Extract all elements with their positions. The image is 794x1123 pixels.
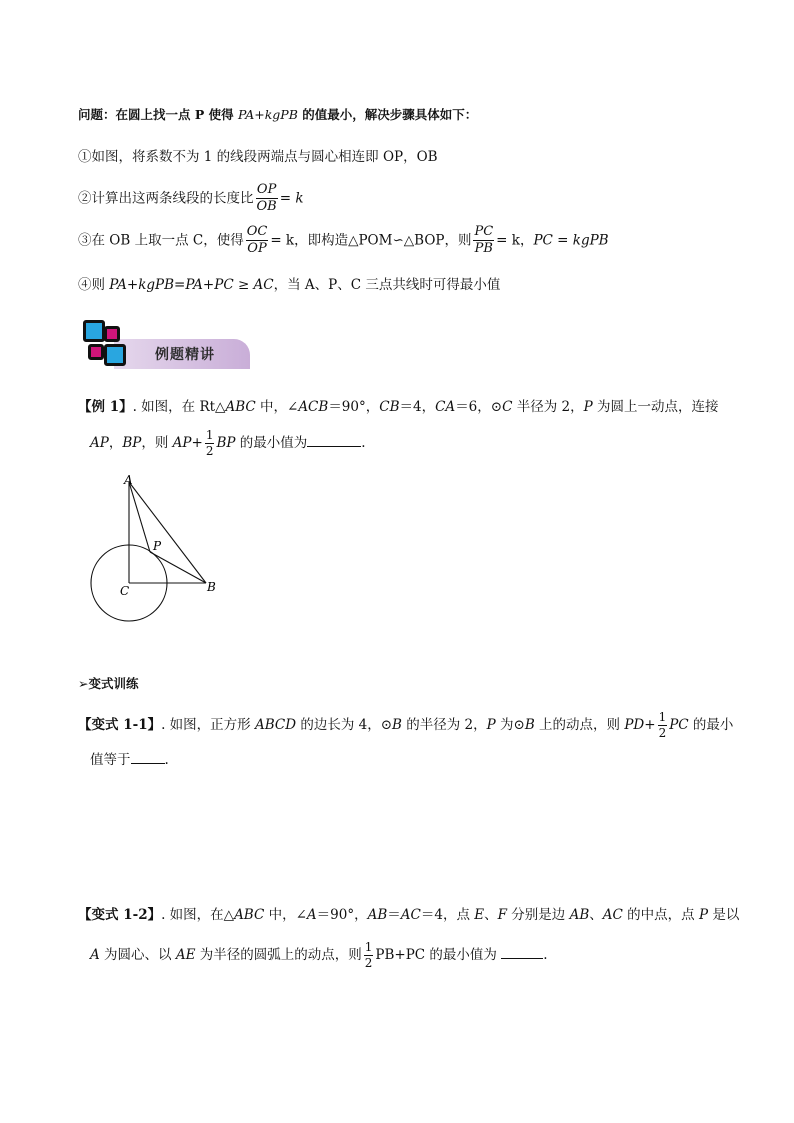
variant-1-2-line-1 (78, 909, 739, 923)
text: 的最小值为 (425, 947, 497, 964)
fraction-denominator: 2 (658, 726, 667, 741)
variant-1-1-line-1 (78, 711, 733, 740)
math: AC (602, 907, 623, 923)
text: ＝90°， (316, 907, 368, 923)
math: B (392, 717, 402, 734)
step-2-fraction (256, 183, 278, 215)
example-1-line-2 (90, 429, 366, 458)
variant-1-2-label: 【变式 1-2】 (78, 907, 162, 923)
math: CB (379, 399, 400, 415)
text: . 如图，在 Rt△ (132, 399, 226, 415)
math: ABC (225, 399, 256, 415)
segment-bp (150, 552, 206, 583)
math: AP (172, 435, 192, 452)
answer-blank[interactable] (501, 946, 543, 959)
variant-1-1-line-2 (90, 751, 169, 768)
step-3-expression: PC = kgPB (533, 232, 609, 249)
text: 、 (484, 907, 498, 923)
fraction-numerator: OP (256, 183, 278, 199)
segment-ap (129, 482, 150, 552)
math: B (524, 717, 535, 734)
text: ， (108, 435, 123, 452)
step-4 (78, 279, 500, 293)
text: 上的动点，则 (534, 717, 625, 734)
step-4-tail: ，当 A、P、C 三点共线时可得最小值 (273, 277, 501, 293)
math: AP (90, 435, 109, 452)
text: 是以 (708, 907, 740, 923)
text: . 如图，在△ (161, 907, 235, 923)
fraction-denominator: 2 (364, 956, 373, 971)
math: E (474, 907, 485, 923)
fraction-numerator: OC (246, 225, 269, 241)
blue-square-icon (83, 320, 105, 342)
text: + (644, 717, 656, 734)
text: 为半径的圆弧上的动点，则 (195, 947, 362, 964)
math: BP (122, 435, 142, 452)
text: 的最小值为 (235, 435, 308, 452)
banner-title: 例题精讲 (155, 347, 215, 363)
text: 为圆心、以 (99, 947, 176, 964)
step-3-eq: = k， (496, 232, 534, 249)
text: . (164, 752, 169, 768)
magenta-square-icon (88, 344, 104, 360)
math: AB (367, 907, 388, 923)
math: ABC (234, 907, 265, 923)
variant-1-2-fraction (364, 941, 374, 970)
fraction-numerator: 1 (205, 429, 215, 444)
text: 为⊙ (495, 717, 525, 734)
math: AE (175, 947, 196, 964)
fraction-numerator: PC (473, 225, 494, 241)
math: CA (435, 399, 456, 415)
step-2 (78, 183, 304, 215)
step-4-expression: PA+kgPB=PA+PC ≥ AC (109, 277, 274, 293)
text: . (543, 947, 548, 964)
fraction-denominator: OB (256, 199, 277, 215)
text: 、 (589, 907, 603, 923)
math: ACB (298, 399, 329, 415)
text: ＝4，点 (420, 907, 475, 923)
text: 为圆上一动点，连接 (592, 399, 719, 415)
text: ，则 (141, 435, 173, 452)
text: 值等于 (90, 752, 131, 768)
practice-heading: ➢变式训练 (78, 676, 139, 691)
text: 半径为 2， (512, 399, 584, 415)
text: PB+PC (375, 947, 426, 964)
example-1-fraction (205, 429, 215, 458)
example-1-line-1 (78, 401, 719, 415)
step-3-middle: = k，即构造△POM∽△BOP，则 (270, 232, 472, 249)
segment-ab (129, 482, 206, 583)
step-1 (78, 151, 438, 165)
step-3-text: ③在 OB 上取一点 C，使得 (78, 232, 244, 249)
problem-intro-text: 问题：在圆上找一点 P 使得 (78, 107, 238, 122)
text: ＝4， (399, 399, 436, 415)
problem-intro-tail: 的值最小，解决步骤具体如下： (297, 107, 478, 122)
math: P (486, 717, 496, 734)
text: 中，∠ (255, 399, 299, 415)
problem-intro (78, 109, 477, 122)
fraction-numerator: 1 (364, 941, 374, 956)
math: C (502, 399, 513, 415)
blue-square-icon (104, 344, 126, 366)
point-a-label: A (124, 473, 133, 487)
math: P (583, 399, 593, 415)
step-2-text: ②计算出这两条线段的长度比 (78, 190, 254, 207)
text: 的边长为 4，⊙ (296, 717, 393, 734)
answer-blank[interactable] (131, 751, 165, 764)
math: AC (400, 907, 421, 923)
math: BP (216, 435, 236, 452)
example-1-label: 【例 1】 (78, 399, 133, 415)
fraction-denominator: PB (474, 241, 493, 257)
text: 中，∠ (264, 907, 307, 923)
text: ＝6，⊙ (455, 399, 503, 415)
text: 分别是边 (507, 907, 570, 923)
text: 的最小 (688, 717, 734, 734)
text: 的中点，点 (622, 907, 699, 923)
step-1-text: ①如图，将系数不为 1 的线段两端点与圆心相连即 OP，OB (78, 149, 438, 165)
text: + (191, 435, 203, 452)
fraction-denominator: OP (247, 241, 267, 257)
math: A (90, 947, 100, 964)
math: P (698, 907, 709, 923)
problem-expression: PA+kgPB (237, 107, 298, 122)
math: F (497, 907, 507, 923)
fraction-denominator: 2 (205, 444, 214, 459)
math: ABCD (254, 717, 297, 734)
point-b-label: B (207, 580, 216, 594)
point-p-label: P (153, 539, 162, 553)
text: . 如图，正方形 (161, 717, 255, 734)
step-4-text: ④则 (78, 277, 110, 293)
step-3 (78, 225, 609, 257)
math: PC (669, 717, 689, 734)
section-banner (80, 318, 250, 374)
magenta-square-icon (104, 326, 120, 342)
answer-blank[interactable] (307, 434, 361, 447)
step-2-result: = k (279, 190, 304, 207)
step-3-fraction-2 (473, 225, 494, 257)
variant-1-2-line-2 (90, 941, 548, 970)
variant-1-1-fraction (658, 711, 668, 740)
text: 的半径为 2， (401, 717, 487, 734)
math: PD (624, 717, 645, 734)
text: ＝90°， (328, 399, 380, 415)
math: AB (569, 907, 590, 923)
text: ＝ (387, 907, 401, 923)
fraction-numerator: 1 (658, 711, 668, 726)
step-3-fraction-1 (246, 225, 269, 257)
example-1-figure (80, 470, 230, 630)
point-c-label: C (120, 584, 130, 598)
variant-1-1-label: 【变式 1-1】 (78, 717, 162, 734)
text: . (361, 435, 366, 452)
math: A (306, 907, 317, 923)
